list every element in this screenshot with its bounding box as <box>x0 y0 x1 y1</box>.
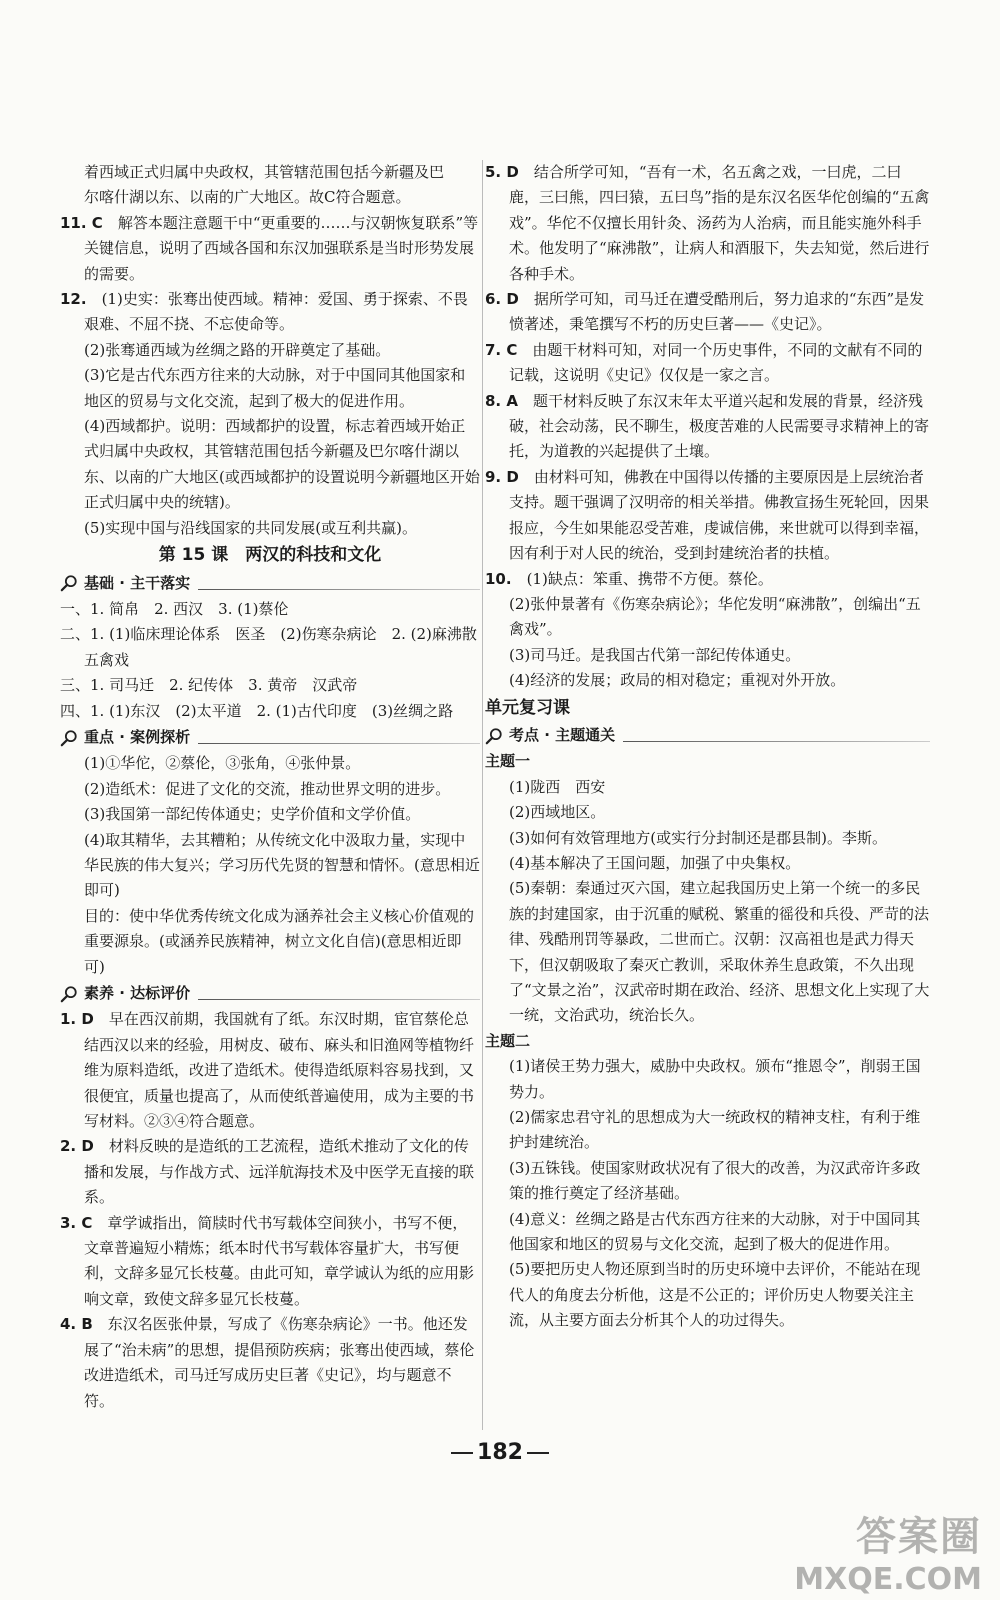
column-divider <box>482 160 483 1430</box>
answer-text: (4)经济的发展；政局的相对稳定；重视对外开放。 <box>509 671 846 690</box>
answer-text: (4)意义：丝绸之路是古代东西方往来的大动脉，对于中国同其他国家和地区的贸易与文化交流，起到了极大的促进作用。 <box>509 1209 921 1254</box>
answer-text: (3)我国第一部纪传体通史；史学价值和文学价值。 <box>84 805 421 824</box>
answer-text: (5)秦朝：秦通过灭六国，建立起我国历史上第一个统一的多民族的封建国家，由于沉重的赋税、繁重的徭役和兵役、严苛的法律、残酷刑罚等暴政，二世而亡。汉朝：汉高祖也是武力得天下，但汉朝吸取了秦灭亡教训，采取休养生息政策，不久出现了“文景之治”，汉武帝时期在政治、经济、思想文化上实现了大一统，文治武功，统治长久。 <box>509 879 930 1025</box>
section-header <box>60 981 480 1006</box>
section-title: 重点 · 案例探析 <box>84 727 191 746</box>
answer-text: (4)基本解决了王国问题，加强了中央集权。 <box>509 853 801 872</box>
answer-text: (3)五铢钱。使国家财政状况有了很大的改善，为汉武帝许多政策的推行奠定了经济基础。 <box>509 1158 921 1203</box>
answer-number: 1. D <box>60 1010 94 1029</box>
answer-text: (3)它是古代东西方往来的大动脉，对于中国同其他国家和地区的贸易与文化交流，起到了极大的促进作用。 <box>84 366 466 410</box>
answer-item <box>485 160 930 287</box>
answer-number: 8. A <box>485 391 518 410</box>
unit-title: 单元复习课 <box>485 697 570 718</box>
answer-number: 3. C <box>60 1213 93 1232</box>
answer-text: 着西域正式归属中央政权，其管辖范围包括今新疆及巴 <box>84 163 445 181</box>
section-rule <box>198 589 480 590</box>
answer-text: (2)儒家忠君守礼的思想成为大一统政权的精神支柱，有利于维护封建统治。 <box>509 1108 921 1152</box>
magnifier-icon <box>485 727 503 745</box>
answer-text: (1)缺点：笨重、携带不方便。蔡伦。 <box>526 569 773 588</box>
section-rule <box>623 741 930 742</box>
answer-text: 据所学可知，司马迁在遭受酷刑后，努力追求的“东西”是发愤著述，秉笔撰写不朽的历史巨著——《史记》。 <box>509 290 925 334</box>
answer-text: 尔喀什湖以东、以南的广大地区。故C符合题意。 <box>84 188 411 207</box>
section-rule <box>198 999 480 1000</box>
answer-text: (4)取其精华，去其糟粕；从传统文化中汲取力量，实现中华民族的伟大复兴；学习历代先贤的智慧和情怀。(意思相近即可) <box>84 830 480 900</box>
answer-number: 5. D <box>485 163 519 181</box>
answer-number: 6. D <box>485 290 519 309</box>
answer-item <box>60 287 480 338</box>
answer-text: (2)西域地区。 <box>509 803 606 822</box>
answer-text: (3)司马迁。是我国古代第一部纪传体通史。 <box>509 645 801 664</box>
watermark-url: MXQE.COM <box>794 1562 982 1597</box>
answer-text: (1)①华佗，②蔡伦，③张角，④张仲景。 <box>84 754 361 773</box>
answer-text: 解答本题注意题干中“更重要的……与汉朝恢复联系”等关键信息，说明了西域各国和东汉加强联系是当时形势发展的需要。 <box>84 213 479 283</box>
page-number-dash-right <box>527 1452 549 1454</box>
page-number-dash-left <box>451 1452 473 1454</box>
watermark <box>794 1505 982 1597</box>
answer-number: 11. C <box>60 213 103 232</box>
right-column <box>485 160 930 1334</box>
section-header <box>60 725 480 750</box>
answer-number: 9. D <box>485 467 519 486</box>
answer-item <box>60 1007 480 1134</box>
answer-text: 材料反映的是造纸的工艺流程，造纸术推动了文化的传播和发展，与作战方式、远洋航海技术及中医学无直接的联系。 <box>84 1137 475 1207</box>
answer-text: (2)张仲景著有《伤寒杂病论》；华佗发明“麻沸散”，创编出“五禽戏”。 <box>509 594 921 639</box>
answer-item <box>60 622 492 673</box>
answer-line: 一、1. 简帛 2. 西汉 3. (1)蔡伦 <box>60 599 289 618</box>
answer-text: 章学诚指出，简牍时代书写载体空间狭小，书写不便，文章普遍短小精炼；纸本时代书写载体容量扩大，书写便利，文辞多显冗长枝蔓。由此可知，章学诚认为纸的应用影响文章，致使文辞多显冗长枝蔓。 <box>84 1213 475 1308</box>
lesson-title: 第 15 课 两汉的科技和文化 <box>158 545 382 566</box>
answer-text: 早在西汉前期，我国就有了纸。东汉时期，宦官蔡伦总结西汉以来的经验，用树皮、破布、麻头和旧渔网等植物纤维为原料造纸，改进了造纸术。使得造纸原料容易找到，又很便宜，质量也提高了，从而使纸普遍使用，成为主要的书写材料。②③④符合题意。 <box>84 1010 475 1131</box>
theme-heading: 主题二 <box>485 1031 531 1050</box>
page-number-text: 182 <box>477 1440 523 1465</box>
answer-text: 结合所学可知，“吾有一术，名五禽之戏，一曰虎，二曰鹿，三曰熊，四曰猿，五曰鸟”指的是东汉名医华佗创编的“五禽戏”。华佗不仅擅长用针灸、汤药为人治病，而且能实施外科手术。他发明了“麻沸散”，让病人和酒服下，失去知觉，然后进行各种手术。 <box>509 163 930 283</box>
answer-line: 三、1. 司马迁 2. 纪传体 3. 黄帝 汉武帝 <box>60 676 358 695</box>
answer-number: 2. D <box>60 1137 94 1156</box>
answer-item <box>60 211 480 287</box>
section-title: 基础 · 主干落实 <box>84 573 191 592</box>
answer-text: 东汉名医张仲景，写成了《伤寒杂病论》一书。他还发展了“治未病”的思想，提倡预防疾病；张骞出使西域，蔡伦改进造纸术，司马迁写成历史巨著《史记》，均与题意不符。 <box>84 1315 475 1410</box>
answer-line: 四、1. (1)东汉 (2)太平道 2. (1)古代印度 (3)丝绸之路 <box>60 701 454 720</box>
answer-text: (2)张骞通西域为丝绸之路的开辟奠定了基础。 <box>84 340 391 359</box>
theme-heading: 主题一 <box>485 752 531 771</box>
section-header <box>60 571 480 596</box>
section-rule <box>198 743 480 744</box>
answer-text: 目的：使中华优秀传统文化成为涵养社会主义核心价值观的重要源泉。(或涵养民族精神，树立文化自信)(意思相近即可) <box>84 906 475 976</box>
answer-text: (3)如何有效管理地方(或实行分封制还是郡县制)。李斯。 <box>509 828 887 847</box>
answer-number: 7. C <box>485 340 518 359</box>
magnifier-icon <box>60 985 78 1003</box>
answer-item <box>485 287 930 338</box>
answer-item <box>60 1134 480 1210</box>
answer-text: (5)实现中国与沿线国家的共同发展(或互利共赢)。 <box>84 518 417 537</box>
answer-item <box>60 1211 480 1313</box>
answer-number: 12. <box>60 290 87 309</box>
answer-text: (1)陇西 西安 <box>509 777 606 796</box>
magnifier-icon <box>60 729 78 747</box>
answer-text: 由题干材料可知，对同一个历史事件，不同的文献有不同的记载，这说明《史记》仅仅是一家之言。 <box>509 340 923 385</box>
answer-text: 题干材料反映了东汉末年太平道兴起和发展的背景，经济残破，社会动荡，民不聊生，极度苦难的人民需要寻求精神上的寄托，为道教的兴起提供了土壤。 <box>509 391 930 461</box>
answer-item <box>485 338 930 389</box>
section-header <box>485 723 930 748</box>
magnifier-icon <box>60 574 78 592</box>
page-number <box>0 1440 1000 1465</box>
answer-text: (4)西域都护。说明：西域都护的设置，标志着西域开始正式归属中央政权，其管辖范围包括今新疆及巴尔喀什湖以东、以南的广大地区(或西域都护的设置说明今新疆地区开始正式归属中央的统辖)。 <box>84 417 480 512</box>
answer-text: (5)要把历史人物还原到当时的历史环境中去评价，不能站在现代人的角度去分析他，这是不公正的；评价历史人物要关注主流，从主要方面去分析其个人的功过得失。 <box>509 1260 921 1330</box>
answer-item <box>485 567 930 592</box>
section-title: 考点 · 主题通关 <box>509 725 616 744</box>
answer-item <box>60 1312 480 1414</box>
answer-text: 由材料可知，佛教在中国得以传播的主要原因是上层统治者支持。题干强调了汉明帝的相关举措。佛教宣扬生死轮回，因果报应，今生如果能忍受苦难，虔诚信佛，来世就可以得到幸福，因有利于对人民的统治，受到封建统治者的扶植。 <box>509 467 930 563</box>
answer-number: 10. <box>485 569 512 588</box>
answer-item <box>485 389 930 465</box>
answer-text: 二、1. (1)临床理论体系 医圣 (2)伤寒杂病论 2. (2)麻沸散 五禽戏 <box>60 625 492 669</box>
answer-number: 4. B <box>60 1315 93 1334</box>
answer-text: (1)诸侯王势力强大，威胁中央政权。颁布“推恩令”，削弱王国势力。 <box>509 1057 921 1101</box>
answer-item <box>485 465 930 567</box>
answer-text: (2)造纸术：促进了文化的交流，推动世界文明的进步。 <box>84 779 451 798</box>
answer-text: (1)史实：张骞出使西域。精神：爱国、勇于探索、不畏艰难、不屈不挠、不忘使命等。 <box>84 290 468 334</box>
section-title: 素养 · 达标评价 <box>84 984 191 1002</box>
left-column <box>60 160 492 1414</box>
watermark-logo-text: 答案圈 <box>856 1514 982 1560</box>
